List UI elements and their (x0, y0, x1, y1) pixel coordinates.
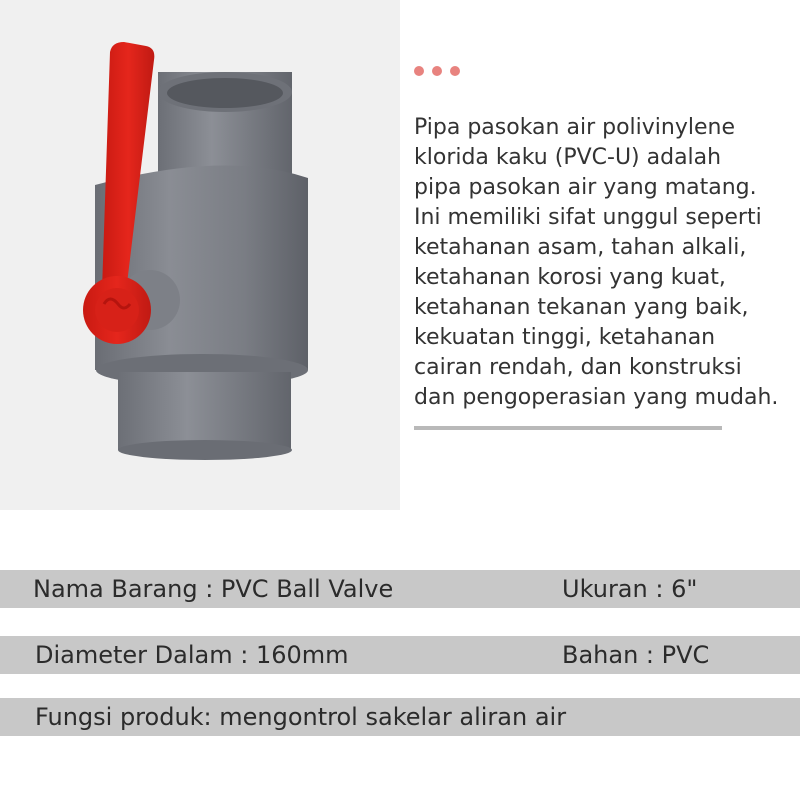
product-description: Pipa pasokan air polivinylene klorida kaku (PVC-U) adalah pipa pasokan air yang matang. Ini memiliki sifat unggul seperti ketahanan asam, tahan alkali, ketahanan korosi yang kuat, ketahanan tekanan yang baik, kekuatan tinggi, ketahanan cairan rendah, dan konstruksi dan pengoperasian yang mudah. (414, 115, 779, 410)
pvc-ball-valve-image (0, 0, 400, 510)
spec-inner-diameter: Diameter Dalam : 160mm (35, 641, 349, 669)
spec-row-function (0, 698, 800, 736)
spec-row-name-size (0, 570, 800, 608)
spec-product-function: Fungsi produk: mengontrol sakelar aliran air (35, 703, 567, 731)
description-divider (414, 426, 722, 430)
decorative-dots (414, 66, 460, 76)
spec-size: Ukuran : 6" (562, 575, 698, 603)
spec-material: Bahan : PVC (562, 641, 710, 669)
product-photo-panel (0, 0, 400, 510)
dot-icon (432, 66, 442, 76)
spec-row-diameter-material (0, 636, 800, 674)
dot-icon (450, 66, 460, 76)
spec-item-name: Nama Barang : PVC Ball Valve (33, 575, 394, 603)
dot-icon (414, 66, 424, 76)
